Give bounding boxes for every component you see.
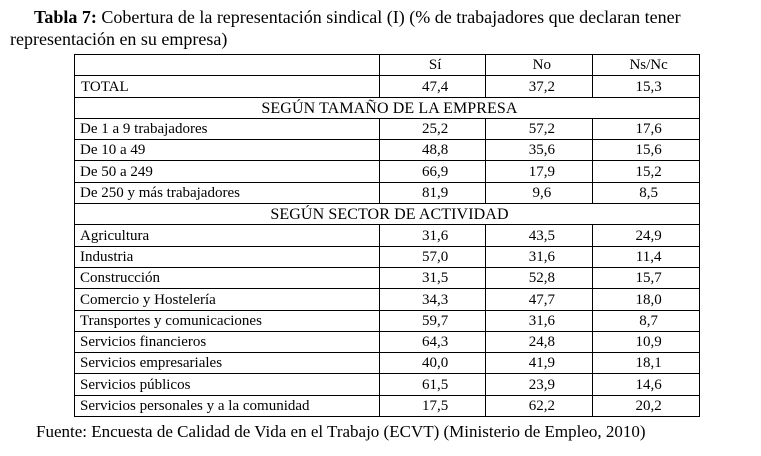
section-title: SEGÚN TAMAÑO DE LA EMPRESA bbox=[75, 97, 700, 118]
cell-no: 23,9 bbox=[486, 374, 593, 395]
row-label: De 250 y más trabajadores bbox=[75, 182, 380, 203]
cell-no: 17,9 bbox=[486, 161, 593, 182]
table-row bbox=[75, 182, 700, 203]
cell-nsnc: 11,4 bbox=[593, 246, 700, 267]
cell-si: 40,0 bbox=[379, 353, 486, 374]
row-label: De 10 a 49 bbox=[75, 140, 380, 161]
source-note: Fuente: Encuesta de Calidad de Vida en el Trabajo (ECVT) (Ministerio de Empleo, 2010) bbox=[36, 422, 646, 441]
row-label: Servicios personales y a la comunidad bbox=[75, 395, 380, 416]
section-title: SEGÚN SECTOR DE ACTIVIDAD bbox=[75, 204, 700, 225]
row-label: Servicios empresariales bbox=[75, 353, 380, 374]
header-cell-no: No bbox=[486, 55, 593, 76]
section-header-row bbox=[75, 204, 700, 225]
coverage-table bbox=[74, 54, 700, 417]
row-label: Industria bbox=[75, 246, 380, 267]
cell-nsnc: 24,9 bbox=[593, 225, 700, 246]
table-row bbox=[75, 395, 700, 416]
cell-nsnc: 15,2 bbox=[593, 161, 700, 182]
cell-nsnc: 14,6 bbox=[593, 374, 700, 395]
row-label: Servicios financieros bbox=[75, 331, 380, 352]
table-row bbox=[75, 225, 700, 246]
header-cell-nsnc: Ns/Nc bbox=[593, 55, 700, 76]
row-label: Construcción bbox=[75, 267, 380, 288]
table-row bbox=[75, 289, 700, 310]
cell-si: 57,0 bbox=[379, 246, 486, 267]
cell-nsnc: 20,2 bbox=[593, 395, 700, 416]
row-label: Comercio y Hostelería bbox=[75, 289, 380, 310]
cell-no: 31,6 bbox=[486, 246, 593, 267]
caption-text: Cobertura de la representación sindical (I) (% de trabajadores que declaran tener representación en su empresa) bbox=[10, 7, 681, 49]
cell-no: 37,2 bbox=[486, 76, 593, 97]
cell-si: 64,3 bbox=[379, 331, 486, 352]
table-row bbox=[75, 140, 700, 161]
table-caption bbox=[10, 6, 755, 50]
cell-nsnc: 8,5 bbox=[593, 182, 700, 203]
table-row bbox=[75, 331, 700, 352]
cell-nsnc: 18,0 bbox=[593, 289, 700, 310]
cell-si: 81,9 bbox=[379, 182, 486, 203]
cell-no: 24,8 bbox=[486, 331, 593, 352]
table-row bbox=[75, 161, 700, 182]
row-label: De 1 a 9 trabajadores bbox=[75, 118, 380, 139]
cell-no: 41,9 bbox=[486, 353, 593, 374]
cell-si: 66,9 bbox=[379, 161, 486, 182]
row-label: Agricultura bbox=[75, 225, 380, 246]
header-cell-empty bbox=[75, 55, 380, 76]
cell-si: 48,8 bbox=[379, 140, 486, 161]
cell-nsnc: 18,1 bbox=[593, 353, 700, 374]
cell-si: 17,5 bbox=[379, 395, 486, 416]
cell-no: 31,6 bbox=[486, 310, 593, 331]
cell-si: 59,7 bbox=[379, 310, 486, 331]
cell-no: 9,6 bbox=[486, 182, 593, 203]
row-label: TOTAL bbox=[75, 76, 380, 97]
cell-nsnc: 10,9 bbox=[593, 331, 700, 352]
row-label: De 50 a 249 bbox=[75, 161, 380, 182]
table-row bbox=[75, 310, 700, 331]
cell-nsnc: 17,6 bbox=[593, 118, 700, 139]
header-cell-si: Sí bbox=[379, 55, 486, 76]
cell-nsnc: 15,6 bbox=[593, 140, 700, 161]
cell-no: 52,8 bbox=[486, 267, 593, 288]
table-row bbox=[75, 267, 700, 288]
cell-no: 43,5 bbox=[486, 225, 593, 246]
table-row bbox=[75, 118, 700, 139]
cell-si: 61,5 bbox=[379, 374, 486, 395]
cell-nsnc: 15,3 bbox=[593, 76, 700, 97]
caption-label: Tabla 7: bbox=[34, 7, 97, 27]
table-row bbox=[75, 374, 700, 395]
cell-si: 25,2 bbox=[379, 118, 486, 139]
cell-si: 47,4 bbox=[379, 76, 486, 97]
cell-no: 47,7 bbox=[486, 289, 593, 310]
table-body bbox=[75, 55, 700, 417]
cell-si: 34,3 bbox=[379, 289, 486, 310]
row-label: Servicios públicos bbox=[75, 374, 380, 395]
total-row bbox=[75, 76, 700, 97]
cell-nsnc: 15,7 bbox=[593, 267, 700, 288]
header-row bbox=[75, 55, 700, 76]
cell-si: 31,6 bbox=[379, 225, 486, 246]
table-row bbox=[75, 353, 700, 374]
section-header-row bbox=[75, 97, 700, 118]
cell-no: 35,6 bbox=[486, 140, 593, 161]
cell-no: 62,2 bbox=[486, 395, 593, 416]
cell-si: 31,5 bbox=[379, 267, 486, 288]
cell-nsnc: 8,7 bbox=[593, 310, 700, 331]
row-label: Transportes y comunicaciones bbox=[75, 310, 380, 331]
table-row bbox=[75, 246, 700, 267]
cell-no: 57,2 bbox=[486, 118, 593, 139]
